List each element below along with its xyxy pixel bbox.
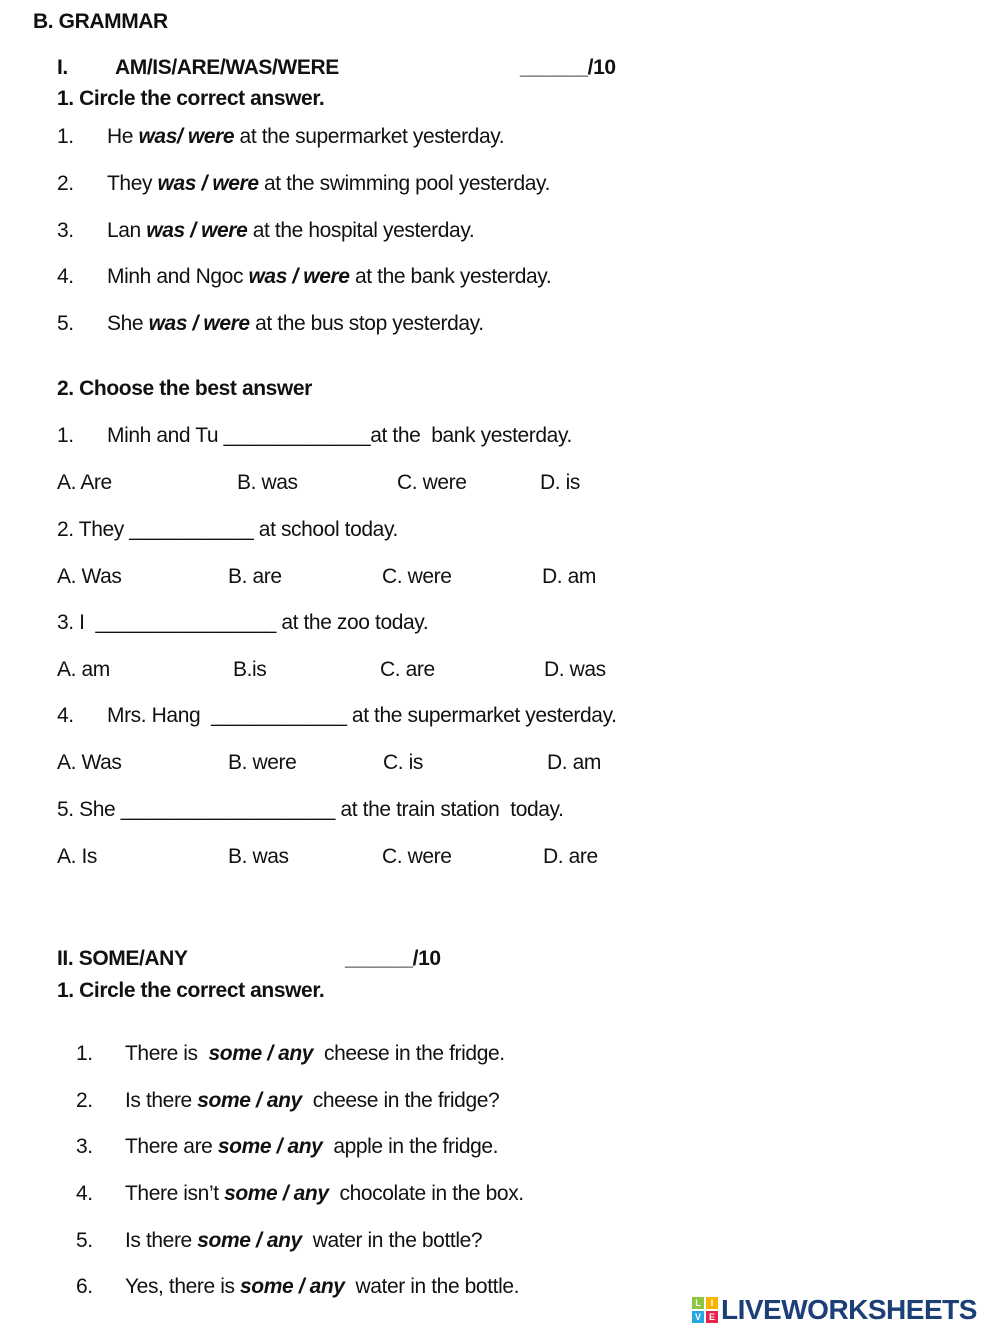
answer-option[interactable]: D. am <box>547 751 602 774</box>
answer-option[interactable]: C. is <box>383 751 424 774</box>
item-pre-text: Lan <box>107 219 147 242</box>
question-text: 5. She ___________________ at the train station today. <box>57 798 564 821</box>
circle-item <box>107 264 551 290</box>
section1-part2-title: 2. Choose the best answer <box>57 377 312 400</box>
answer-choice[interactable]: was / were <box>157 172 259 195</box>
logo-tile: I <box>706 1297 718 1309</box>
item-pre-text: They <box>107 172 158 195</box>
item-post-text: at the supermarket yesterday. <box>234 125 505 148</box>
circle-item <box>125 1088 499 1114</box>
question-text: 3. I ________________ at the zoo today. <box>57 611 429 634</box>
circle-item <box>125 1228 482 1254</box>
answer-option[interactable]: B.is <box>233 658 267 681</box>
section1-numeral: I. <box>57 56 68 79</box>
item-number: 2. <box>76 1089 93 1112</box>
logo-tile: V <box>692 1311 704 1323</box>
circle-item <box>125 1134 498 1160</box>
item-post-text: cheese in the fridge. <box>313 1042 505 1065</box>
item-post-text: at the bank yesterday. <box>349 265 552 288</box>
item-number: 2. <box>57 172 74 195</box>
logo-tile: L <box>692 1297 704 1309</box>
answer-choice[interactable]: was / were <box>146 219 248 242</box>
logo-tiles-icon <box>692 1297 718 1323</box>
section1-part1-title: 1. Circle the correct answer. <box>57 87 325 110</box>
item-number: 5. <box>76 1229 93 1252</box>
section2-title: II. SOME/ANY <box>57 947 188 970</box>
answer-choice[interactable]: some / any <box>208 1042 314 1065</box>
liveworksheets-logo <box>692 1294 977 1326</box>
section1-score: ______/10 <box>520 56 616 79</box>
answer-option[interactable]: A. Are <box>57 471 112 494</box>
item-pre-text: There is <box>125 1042 209 1065</box>
item-number: 4. <box>57 265 74 288</box>
circle-item <box>107 171 550 197</box>
answer-choice[interactable]: some / any <box>217 1135 323 1158</box>
section2-score: ______/10 <box>345 947 441 970</box>
item-pre-text: There are <box>125 1135 218 1158</box>
heading: B. GRAMMAR <box>33 10 168 33</box>
section2-part1-title: 1. Circle the correct answer. <box>57 979 325 1002</box>
answer-choice[interactable]: was/ were <box>138 125 235 148</box>
circle-item <box>107 311 484 337</box>
answer-choice[interactable]: some / any <box>197 1229 302 1252</box>
question-number: 4. <box>57 704 74 727</box>
item-pre-text: Yes, there is <box>125 1275 241 1298</box>
section1-title: AM/IS/ARE/WAS/WERE <box>115 56 339 79</box>
item-number: 3. <box>76 1135 93 1158</box>
question-text: Minh and Tu _____________at the bank yesterday. <box>107 424 572 447</box>
answer-option[interactable]: D. is <box>540 471 581 494</box>
answer-option[interactable]: A. Is <box>57 845 98 868</box>
answer-option[interactable]: B. are <box>228 565 282 588</box>
item-post-text: water in the bottle. <box>344 1275 520 1298</box>
answer-option[interactable]: C. were <box>382 565 452 588</box>
item-post-text: at the swimming pool yesterday. <box>258 172 551 195</box>
answer-option[interactable]: C. were <box>397 471 467 494</box>
item-post-text: cheese in the fridge? <box>301 1089 500 1112</box>
item-number: 3. <box>57 219 74 242</box>
item-number: 4. <box>76 1182 93 1205</box>
answer-option[interactable]: A. Was <box>57 565 122 588</box>
answer-option[interactable]: B. was <box>237 471 298 494</box>
item-pre-text: Is there <box>125 1089 198 1112</box>
answer-option[interactable]: B. were <box>228 751 297 774</box>
logo-tile: E <box>706 1311 718 1323</box>
item-post-text: apple in the fridge. <box>322 1135 499 1158</box>
answer-choice[interactable]: was / were <box>148 312 250 335</box>
item-post-text: at the bus stop yesterday. <box>249 312 484 335</box>
circle-item <box>107 218 474 244</box>
answer-option[interactable]: D. am <box>542 565 597 588</box>
item-post-text: at the hospital yesterday. <box>247 219 475 242</box>
item-pre-text: He <box>107 125 139 148</box>
answer-option[interactable]: C. are <box>380 658 435 681</box>
item-pre-text: There isn’t <box>125 1182 225 1205</box>
item-number: 5. <box>57 312 74 335</box>
question-text: Mrs. Hang ____________ at the supermarket yesterday. <box>107 704 617 727</box>
item-number: 1. <box>57 125 74 148</box>
circle-item <box>125 1181 524 1207</box>
answer-choice[interactable]: some / any <box>197 1089 302 1112</box>
item-pre-text: She <box>107 312 149 335</box>
answer-choice[interactable]: was / were <box>248 265 350 288</box>
item-post-text: chocolate in the box. <box>328 1182 524 1205</box>
item-number: 1. <box>76 1042 93 1065</box>
item-number: 6. <box>76 1275 93 1298</box>
answer-option[interactable]: B. was <box>228 845 289 868</box>
question-text: 2. They ___________ at school today. <box>57 518 398 541</box>
item-post-text: water in the bottle? <box>301 1229 483 1252</box>
question-number: 1. <box>57 424 74 447</box>
item-pre-text: Minh and Ngoc <box>107 265 249 288</box>
circle-item <box>125 1274 519 1300</box>
answer-choice[interactable]: some / any <box>240 1275 345 1298</box>
answer-option[interactable]: C. were <box>382 845 452 868</box>
logo-text: LIVEWORKSHEETS <box>721 1294 977 1325</box>
circle-item <box>125 1041 505 1067</box>
answer-option[interactable]: A. Was <box>57 751 122 774</box>
answer-option[interactable]: D. was <box>544 658 606 681</box>
answer-option[interactable]: D. are <box>543 845 598 868</box>
answer-choice[interactable]: some / any <box>224 1182 329 1205</box>
item-pre-text: Is there <box>125 1229 198 1252</box>
circle-item <box>107 124 504 150</box>
answer-option[interactable]: A. am <box>57 658 110 681</box>
